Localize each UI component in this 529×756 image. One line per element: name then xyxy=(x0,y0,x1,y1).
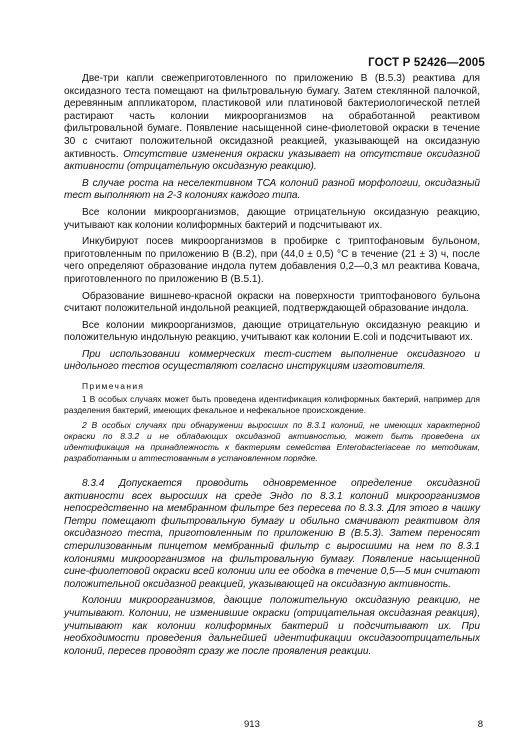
footer-page-number: 8 xyxy=(477,719,483,730)
notes-title: Примечания xyxy=(82,381,145,392)
paragraph-italic-text: Отсутствие изменения окраски указывает на отсутствие оксидазной активности (отрицательную оксидазную реакцию). xyxy=(64,148,480,173)
paragraph-tsa-growth: В случае роста на неселективном ТСА колоний разной морфологии, оксидазный тест выполняют на 2-3 колониях каждого типа. xyxy=(64,177,480,202)
paragraph-text: Две-три капли свежеприготовленного по приложению В (В.5.3) реактива для оксидазного теста помещают на фильтровальную бумагу. Затем стеклянной палочкой, деревянным аппликатором, пластиковой или платиновой бактериологической петлей растирают часть колонии микроорганизмов на обработанной реактивом фильтровальной бумаге. Появление насыщенной сине-фиолетовой окраски в течение 30 с считают положительной оксидазной реакцией, указывающей на оксидазную активность. xyxy=(64,73,480,160)
footer-center-number: 913 xyxy=(244,719,260,730)
paragraph-section-8-3-4: 8.3.4 Допускается проводить одновременное определение оксидазной активности всех выросших на среде Эндо по 8.3.1 колоний микроорганизмов непосредственно на мембранном фильтре без пересева по 8.3.3. Для этого в чашку Петри помещают фильтровальную бумагу и обильно смачивают реактивом для оксидазного теста, приготовленным по приложению В (В.5.3). Затем переносят стерилизованным пинцетом мембранный фильтр с выросшими на нем по 8.3.1 колониями микроорганизмов на фильтровальную бумагу. Появление насыщенной сине-фиолетовой окраски всей колонии или ее ободка в течение 0,5—5 мин считают положительной оксидазной реакцией, указывающей на оксидазную активность. xyxy=(64,478,480,590)
paragraph-indole-positive: Образование вишнево-красной окраски на поверхности триптофанового бульона считают положительной индольной реакцией, подтверждающей образование индола. xyxy=(64,290,480,315)
paragraph-oxidase-test xyxy=(64,73,480,174)
paragraph-coliform-count: Все колонии микроорганизмов, дающие отрицательную оксидазную реакцию, учитывают как колонии колиформных бактерий и подсчитывают их. xyxy=(64,206,480,231)
paragraph-positive-colonies: Колонии микроорганизмов, дающие положительную оксидазную реакцию, не учитывают. Колонии, не изменившие окраски (отрицательная оксидазная реакция), учитывают как колонии колиформных бактерий и подсчитывают их. При необходимости проведения дальнейшей идентификации оксидазоотрицательных колоний, пересев проводят сразу же после проявления реакции. xyxy=(64,595,480,657)
note-item-2: 2 В особых случаях при обнаружении выросших по 8.3.1 колоний, не имеющих характерной окраски по 8.3.2 и не обладающих оксидазной активностью, может быть проведена их идентификация на принадлежность к бактериям семейства Enterobacteriaceae по методикам, разработанным и аттестованным в установленном порядке. xyxy=(64,420,480,464)
paragraph-indole-incubation: Инкубируют посев микроорганизмов в пробирке с триптофановым бульоном, приготовленным по приложению В (В.2), при (44,0 ± 0,5) °С в течение (21 ± 3) ч, после чего определяют образование индола путем добавления 0,2—0,3 мл реактива Ковача, приготовленного по приложению В (В.5.1). xyxy=(64,236,480,285)
paragraph-commercial-tests: При использовании коммерческих тест-систем выполнение оксидазного и индольного тестов осуществляют согласно инструкциям изготовителя. xyxy=(64,348,480,373)
note-item-1: 1 В особых случаях может быть проведена идентификация колиформных бактерий, например для разделения бактерий, имеющих фекальное и нефекальное происхождение. xyxy=(64,394,480,416)
paragraph-ecoli-count: Все колонии микроорганизмов, дающие отрицательную оксидазную реакцию и положительную индольную реакцию, учитывают как колонии E.coli и подсчитывают их. xyxy=(64,319,480,344)
document-standard-id: ГОСТ Р 52426—2005 xyxy=(368,57,485,69)
section-spacer xyxy=(64,468,480,478)
document-body xyxy=(64,73,480,662)
